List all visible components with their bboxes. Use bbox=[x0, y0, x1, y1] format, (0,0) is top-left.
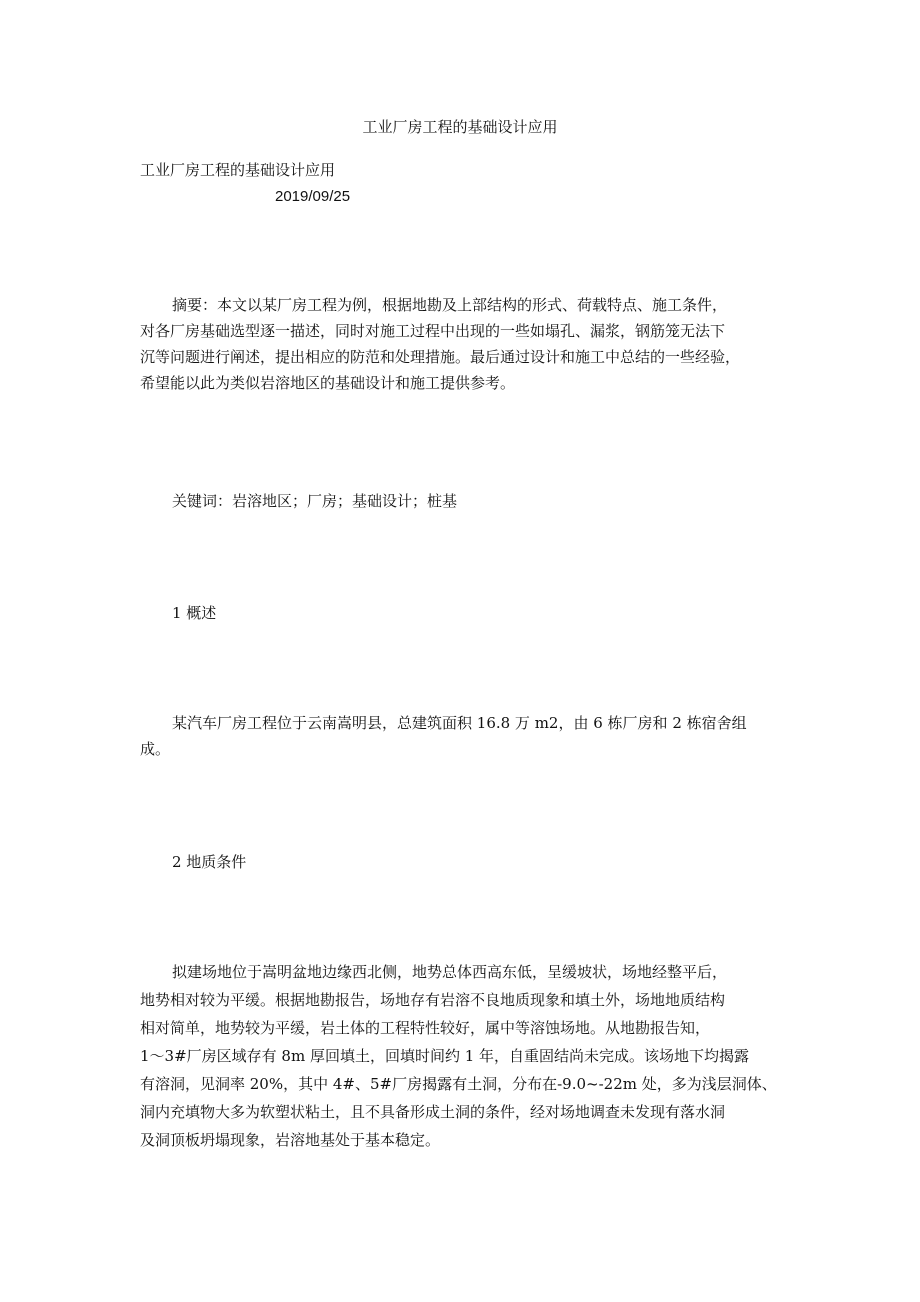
paragraph-line: 1～3#厂房区域存有 8m 厚回填土，回填时间约 1 年，自重固结尚未完成。该场地下均揭露 bbox=[140, 1047, 750, 1065]
section-heading-1: 1 概述 bbox=[172, 604, 217, 622]
paragraph-line: 洞内充填物大多为软塑状粘土，且不具备形成土洞的条件，经对场地调查未发现有落水洞 bbox=[140, 1103, 726, 1121]
section-1-body bbox=[140, 710, 790, 762]
section-heading-2: 2 地质条件 bbox=[172, 853, 247, 871]
subtitle: 工业厂房工程的基础设计应用 bbox=[140, 161, 336, 179]
document-title: 工业厂房工程的基础设计应用 bbox=[362, 118, 558, 136]
paragraph-line: 有溶洞，见洞率 20%，其中 4#、5#厂房揭露有土洞，分布在-9.0~-22m 处，多为浅层洞体、 bbox=[140, 1075, 777, 1093]
abstract-line: 沉等问题进行阐述，提出相应的防范和处理措施。最后通过设计和施工中总结的一些经验， bbox=[140, 348, 741, 366]
paragraph-line: 地势相对较为平缓。根据地勘报告，场地存有岩溶不良地质现象和填土外，场地地质结构 bbox=[140, 991, 726, 1009]
keywords: 关键词：岩溶地区；厂房；基础设计；桩基 bbox=[172, 492, 458, 510]
abstract-line: 希望能以此为类似岩溶地区的基础设计和施工提供参考。 bbox=[140, 374, 516, 392]
paragraph-line: 拟建场地位于嵩明盆地边缘西北侧，地势总体西高东低，呈缓坡状，场地经整平后， bbox=[172, 963, 728, 981]
paragraph-line: 成。 bbox=[140, 740, 171, 758]
abstract bbox=[140, 292, 790, 396]
date: 2019/09/25 bbox=[275, 188, 351, 205]
abstract-line: 摘要：本文以某厂房工程为例，根据地勘及上部结构的形式、荷载特点、施工条件， bbox=[172, 296, 728, 314]
paragraph-line: 及洞顶板坍塌现象，岩溶地基处于基本稳定。 bbox=[140, 1131, 441, 1149]
abstract-line: 对各厂房基础选型逐一描述，同时对施工过程中出现的一些如塌孔、漏浆，钢筋笼无法下 bbox=[140, 322, 726, 340]
paragraph-line: 某汽车厂房工程位于云南嵩明县，总建筑面积 16.8 万 m2，由 6 栋厂房和 2 栋宿舍组 bbox=[172, 714, 747, 732]
section-2-body bbox=[140, 958, 790, 1154]
paragraph-line: 相对简单，地势较为平缓，岩土体的工程特性较好，属中等溶蚀场地。从地勘报告知， bbox=[140, 1019, 711, 1037]
